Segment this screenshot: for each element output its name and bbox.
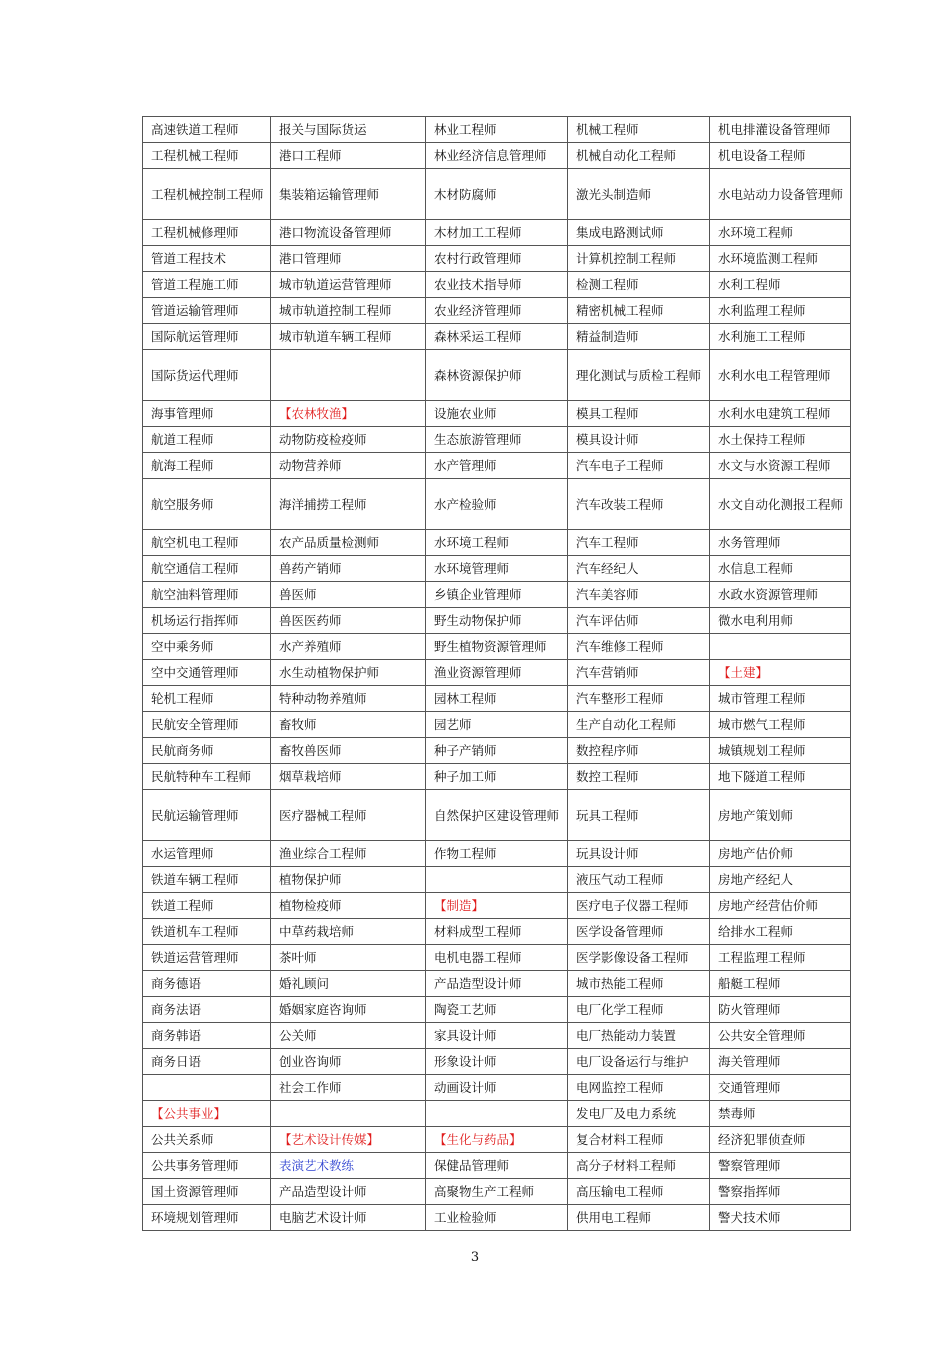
table-cell: 森林采运工程师 [426, 324, 568, 350]
table-row [143, 220, 851, 246]
table-cell: 商务德语 [143, 971, 271, 997]
table-row [143, 841, 851, 867]
table-cell [426, 1101, 568, 1127]
table-cell: 国土资源管理师 [143, 1179, 271, 1205]
table-cell: 水产检验师 [426, 479, 568, 530]
table-row [143, 1023, 851, 1049]
table-cell: 港口物流设备管理师 [271, 220, 426, 246]
table-cell: 水文与水资源工程师 [710, 453, 851, 479]
table-cell: 数控程序师 [568, 738, 710, 764]
page-number: 3 [470, 1250, 480, 1265]
table-row [143, 660, 851, 686]
table-cell: 电厂热能动力装置 [568, 1023, 710, 1049]
table-cell: 林业工程师 [426, 117, 568, 143]
table-cell [271, 1101, 426, 1127]
table-cell: 汽车整形工程师 [568, 686, 710, 712]
table-cell: 婚姻家庭咨询师 [271, 997, 426, 1023]
table-cell: 水产管理师 [426, 453, 568, 479]
table-cell: 产品造型设计师 [271, 1179, 426, 1205]
table-cell: 设施农业师 [426, 401, 568, 427]
table-cell [143, 1075, 271, 1101]
table-cell: 种子加工师 [426, 764, 568, 790]
table-row [143, 1127, 851, 1153]
table-cell [710, 634, 851, 660]
table-cell: 创业咨询师 [271, 1049, 426, 1075]
table-cell: 管道运输管理师 [143, 298, 271, 324]
table-cell: 复合材料工程师 [568, 1127, 710, 1153]
table-cell: 海洋捕捞工程师 [271, 479, 426, 530]
table-cell: 城市燃气工程师 [710, 712, 851, 738]
table-row [143, 479, 851, 530]
table-cell: 工程机械控制工程师 [143, 169, 271, 220]
table-cell: 水环境工程师 [710, 220, 851, 246]
table-cell: 自然保护区建设管理师 [426, 790, 568, 841]
table-cell: 禁毒师 [710, 1101, 851, 1127]
table-cell: 水利施工工程师 [710, 324, 851, 350]
table-cell: 汽车电子工程师 [568, 453, 710, 479]
table-cell: 航道工程师 [143, 427, 271, 453]
table-cell: 航空机电工程师 [143, 530, 271, 556]
table-cell: 水利水电建筑工程师 [710, 401, 851, 427]
table-cell: 海事管理师 [143, 401, 271, 427]
table-cell: 汽车改装工程师 [568, 479, 710, 530]
table-cell: 园林工程师 [426, 686, 568, 712]
table-cell: 环境规划管理师 [143, 1205, 271, 1231]
table-cell: 警察管理师 [710, 1153, 851, 1179]
table-row [143, 608, 851, 634]
table-cell: 汽车经纪人 [568, 556, 710, 582]
table-cell: 港口工程师 [271, 143, 426, 169]
table-cell: 精密机械工程师 [568, 298, 710, 324]
table-row [143, 117, 851, 143]
table-row [143, 582, 851, 608]
table-cell: 微水电利用师 [710, 608, 851, 634]
table-cell: 计算机控制工程师 [568, 246, 710, 272]
table-cell: 供用电工程师 [568, 1205, 710, 1231]
table-cell: 森林资源保护师 [426, 350, 568, 401]
table-cell: 商务韩语 [143, 1023, 271, 1049]
table-cell: 种子产销师 [426, 738, 568, 764]
table-row [143, 738, 851, 764]
table-cell: 机械自动化工程师 [568, 143, 710, 169]
table-cell: 婚礼顾问 [271, 971, 426, 997]
table-row [143, 919, 851, 945]
table-cell: 商务法语 [143, 997, 271, 1023]
table-cell: 公共事务管理师 [143, 1153, 271, 1179]
table-row [143, 453, 851, 479]
table-cell: 汽车评估师 [568, 608, 710, 634]
table-cell: 公共安全管理师 [710, 1023, 851, 1049]
table-cell: 水利水电工程管理师 [710, 350, 851, 401]
table-cell: 给排水工程师 [710, 919, 851, 945]
table-cell: 航空服务师 [143, 479, 271, 530]
table-cell: 农业经济管理师 [426, 298, 568, 324]
table-cell: 国际货运代理师 [143, 350, 271, 401]
table-cell: 水利监理工程师 [710, 298, 851, 324]
table-cell: 国际航运管理师 [143, 324, 271, 350]
table-cell: 医学影像设备工程师 [568, 945, 710, 971]
table-cell: 房地产估价师 [710, 841, 851, 867]
table-cell: 公关师 [271, 1023, 426, 1049]
category-heading-cell: 【农林牧渔】 [271, 401, 426, 427]
table-cell: 电厂设备运行与维护 [568, 1049, 710, 1075]
table-cell: 动物营养师 [271, 453, 426, 479]
table-cell: 保健品管理师 [426, 1153, 568, 1179]
table-row [143, 712, 851, 738]
table-cell: 渔业资源管理师 [426, 660, 568, 686]
table-cell: 材料成型工程师 [426, 919, 568, 945]
table-cell: 高压输电工程师 [568, 1179, 710, 1205]
table-row [143, 971, 851, 997]
table-cell: 农村行政管理师 [426, 246, 568, 272]
table-cell: 玩具工程师 [568, 790, 710, 841]
table-cell: 检测工程师 [568, 272, 710, 298]
table-row [143, 427, 851, 453]
table-row [143, 764, 851, 790]
table-cell: 防火管理师 [710, 997, 851, 1023]
table-cell: 形象设计师 [426, 1049, 568, 1075]
table-cell: 城市轨道控制工程师 [271, 298, 426, 324]
table-cell: 集成电路测试师 [568, 220, 710, 246]
table-cell: 农产品质量检测师 [271, 530, 426, 556]
table-row [143, 401, 851, 427]
table-row [143, 997, 851, 1023]
table-cell: 植物保护师 [271, 867, 426, 893]
table-cell: 水土保持工程师 [710, 427, 851, 453]
table-cell: 汽车美容师 [568, 582, 710, 608]
table-cell: 工程机械修理师 [143, 220, 271, 246]
table-cell: 生态旅游管理师 [426, 427, 568, 453]
table-cell: 机械工程师 [568, 117, 710, 143]
table-cell: 水运管理师 [143, 841, 271, 867]
table-cell: 畜牧师 [271, 712, 426, 738]
table-cell: 轮机工程师 [143, 686, 271, 712]
table-cell: 兽医医药师 [271, 608, 426, 634]
category-heading-cell: 【土建】 [710, 660, 851, 686]
table-cell: 水务管理师 [710, 530, 851, 556]
table-cell: 空中交通管理师 [143, 660, 271, 686]
category-heading-cell: 【艺术设计传媒】 [271, 1127, 426, 1153]
table-row [143, 1179, 851, 1205]
table-cell: 机电排灌设备管理师 [710, 117, 851, 143]
table-row [143, 556, 851, 582]
table-row [143, 298, 851, 324]
table-cell: 船艇工程师 [710, 971, 851, 997]
table-cell: 民航商务师 [143, 738, 271, 764]
table-cell: 城市轨道运营管理师 [271, 272, 426, 298]
table-cell: 航空通信工程师 [143, 556, 271, 582]
table-row [143, 350, 851, 401]
table-cell [271, 350, 426, 401]
table-cell: 民航特种车工程师 [143, 764, 271, 790]
table-cell: 经济犯罪侦查师 [710, 1127, 851, 1153]
table-cell: 水利工程师 [710, 272, 851, 298]
table-cell: 警察指挥师 [710, 1179, 851, 1205]
table-cell: 航海工程师 [143, 453, 271, 479]
table-cell: 城市热能工程师 [568, 971, 710, 997]
table-cell: 报关与国际货运 [271, 117, 426, 143]
table-cell: 高速铁道工程师 [143, 117, 271, 143]
table-cell: 动画设计师 [426, 1075, 568, 1101]
table-cell: 警犬技术师 [710, 1205, 851, 1231]
table-cell: 航空油料管理师 [143, 582, 271, 608]
table-cell: 医学设备管理师 [568, 919, 710, 945]
table-cell: 水环境工程师 [426, 530, 568, 556]
table-cell: 商务日语 [143, 1049, 271, 1075]
table-row [143, 945, 851, 971]
table-cell: 激光头制造师 [568, 169, 710, 220]
table-row [143, 1153, 851, 1179]
table-cell: 电脑艺术设计师 [271, 1205, 426, 1231]
table-cell: 野生动物保护师 [426, 608, 568, 634]
table-cell: 铁道运营管理师 [143, 945, 271, 971]
category-heading-cell: 【制造】 [426, 893, 568, 919]
table-cell: 木材加工工程师 [426, 220, 568, 246]
table-cell: 汽车维修工程师 [568, 634, 710, 660]
table-cell: 港口管理师 [271, 246, 426, 272]
table-row [143, 893, 851, 919]
table-row [143, 790, 851, 841]
table-cell: 植物检疫师 [271, 893, 426, 919]
table-cell: 液压气动工程师 [568, 867, 710, 893]
table-cell: 生产自动化工程师 [568, 712, 710, 738]
table-row [143, 867, 851, 893]
table-cell: 木材防腐师 [426, 169, 568, 220]
table-cell: 城镇规划工程师 [710, 738, 851, 764]
table-cell: 工程机械工程师 [143, 143, 271, 169]
category-heading-cell: 【公共事业】 [143, 1101, 271, 1127]
table-cell: 民航运输管理师 [143, 790, 271, 841]
table-row [143, 634, 851, 660]
table-cell: 高聚物生产工程师 [426, 1179, 568, 1205]
occupation-table-body [143, 117, 851, 1231]
table-cell: 林业经济信息管理师 [426, 143, 568, 169]
table-cell: 机电设备工程师 [710, 143, 851, 169]
table-cell: 城市管理工程师 [710, 686, 851, 712]
table-cell: 电厂化学工程师 [568, 997, 710, 1023]
table-cell: 玩具设计师 [568, 841, 710, 867]
table-cell: 集装箱运输管理师 [271, 169, 426, 220]
table-cell: 茶叶师 [271, 945, 426, 971]
table-cell: 水信息工程师 [710, 556, 851, 582]
table-cell: 数控工程师 [568, 764, 710, 790]
table-cell: 水生动植物保护师 [271, 660, 426, 686]
table-cell: 海关管理师 [710, 1049, 851, 1075]
table-cell: 家具设计师 [426, 1023, 568, 1049]
table-row [143, 169, 851, 220]
table-row [143, 324, 851, 350]
table-row [143, 246, 851, 272]
table-cell: 城市轨道车辆工程师 [271, 324, 426, 350]
table-row [143, 1101, 851, 1127]
table-cell: 模具工程师 [568, 401, 710, 427]
table-cell: 电网监控工程师 [568, 1075, 710, 1101]
table-cell: 野生植物资源管理师 [426, 634, 568, 660]
table-row [143, 272, 851, 298]
table-cell: 管道工程施工师 [143, 272, 271, 298]
table-cell: 民航安全管理师 [143, 712, 271, 738]
table-cell: 产品造型设计师 [426, 971, 568, 997]
table-cell: 机场运行指挥师 [143, 608, 271, 634]
table-cell: 高分子材料工程师 [568, 1153, 710, 1179]
table-cell [426, 867, 568, 893]
table-cell: 特种动物养殖师 [271, 686, 426, 712]
table-cell: 精益制造师 [568, 324, 710, 350]
table-cell: 房地产经营估价师 [710, 893, 851, 919]
table-cell: 兽医师 [271, 582, 426, 608]
table-cell: 铁道车辆工程师 [143, 867, 271, 893]
table-cell: 铁道工程师 [143, 893, 271, 919]
table-cell: 交通管理师 [710, 1075, 851, 1101]
table-cell: 表演艺术教练 [271, 1153, 426, 1179]
table-cell: 兽药产销师 [271, 556, 426, 582]
table-cell: 中草药栽培师 [271, 919, 426, 945]
table-cell: 地下隧道工程师 [710, 764, 851, 790]
table-cell: 理化测试与质检工程师 [568, 350, 710, 401]
table-row [143, 686, 851, 712]
table-cell: 陶瓷工艺师 [426, 997, 568, 1023]
table-cell: 动物防疫检疫师 [271, 427, 426, 453]
table-row [143, 143, 851, 169]
table-cell: 水文自动化测报工程师 [710, 479, 851, 530]
table-row [143, 1049, 851, 1075]
table-cell: 农业技术指导师 [426, 272, 568, 298]
table-row [143, 1205, 851, 1231]
table-cell: 水产养殖师 [271, 634, 426, 660]
table-cell: 医疗器械工程师 [271, 790, 426, 841]
occupation-table [142, 116, 851, 1231]
table-row [143, 530, 851, 556]
table-cell: 房地产经纪人 [710, 867, 851, 893]
table-cell: 管道工程技术 [143, 246, 271, 272]
table-cell: 公共关系师 [143, 1127, 271, 1153]
table-cell: 工业检验师 [426, 1205, 568, 1231]
table-cell: 社会工作师 [271, 1075, 426, 1101]
table-cell: 医疗电子仪器工程师 [568, 893, 710, 919]
table-cell: 发电厂及电力系统 [568, 1101, 710, 1127]
table-cell: 电机电器工程师 [426, 945, 568, 971]
table-cell: 园艺师 [426, 712, 568, 738]
table-cell: 水环境管理师 [426, 556, 568, 582]
table-cell: 工程监理工程师 [710, 945, 851, 971]
table-cell: 作物工程师 [426, 841, 568, 867]
table-cell: 畜牧兽医师 [271, 738, 426, 764]
table-cell: 汽车工程师 [568, 530, 710, 556]
table-cell: 汽车营销师 [568, 660, 710, 686]
category-heading-cell: 【生化与药品】 [426, 1127, 568, 1153]
table-cell: 水电站动力设备管理师 [710, 169, 851, 220]
table-cell: 铁道机车工程师 [143, 919, 271, 945]
table-cell: 空中乘务师 [143, 634, 271, 660]
table-cell: 模具设计师 [568, 427, 710, 453]
table-cell: 水环境监测工程师 [710, 246, 851, 272]
table-cell: 烟草栽培师 [271, 764, 426, 790]
table-row [143, 1075, 851, 1101]
table-cell: 房地产策划师 [710, 790, 851, 841]
table-cell: 水政水资源管理师 [710, 582, 851, 608]
table-cell: 乡镇企业管理师 [426, 582, 568, 608]
table-cell: 渔业综合工程师 [271, 841, 426, 867]
